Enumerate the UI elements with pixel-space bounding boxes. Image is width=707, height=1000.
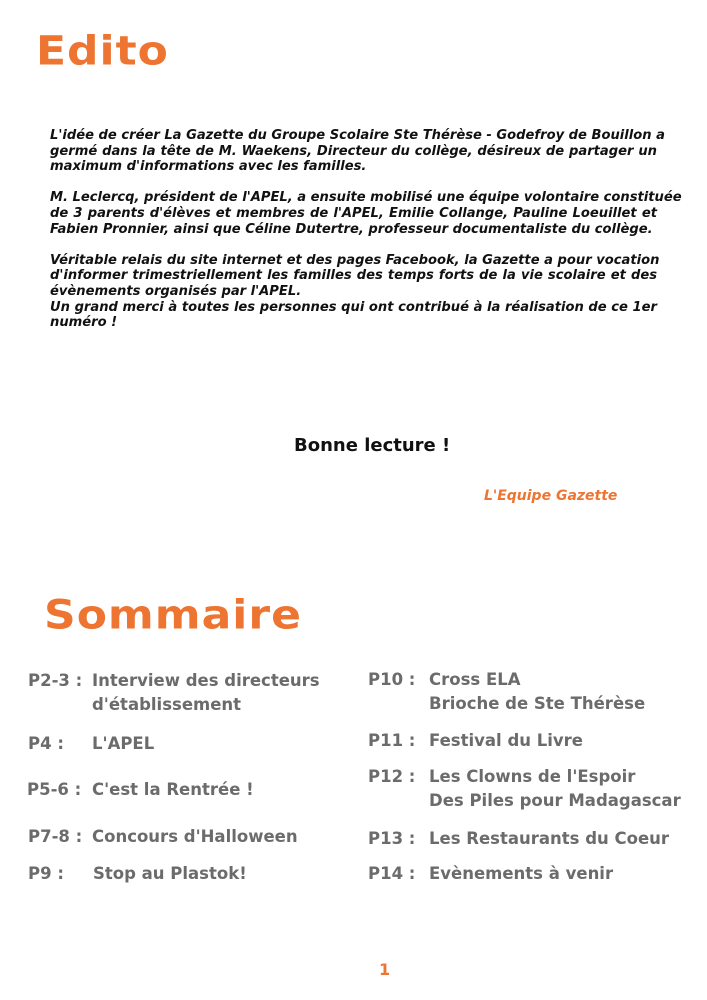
closing-text: Bonne lecture ! — [294, 435, 451, 456]
toc-page-ref: P4 : — [28, 734, 64, 753]
edito-line: germé dans la tête de M. Waekens, Directeur du collège, désireux de partager un — [50, 143, 657, 159]
toc-page-ref: P12 : — [368, 767, 416, 786]
edito-line: maximum d'informations avec les familles. — [50, 159, 367, 175]
toc-title-line: Festival du Livre — [429, 731, 584, 750]
edito-line: de 3 parents d'élèves et membres de l'APEL, Emilie Collange, Pauline Loeuillet et — [50, 205, 657, 221]
toc-title-line: C'est la Rentrée ! — [92, 780, 254, 799]
toc-page-ref: P7-8 : — [28, 827, 83, 846]
toc-page-ref: P14 : — [368, 864, 416, 883]
toc-page-ref: P2-3 : — [28, 671, 83, 690]
toc-title — [429, 827, 669, 851]
page-number: 1 — [379, 960, 391, 979]
toc-page-ref: P13 : — [368, 829, 416, 848]
edito-paragraph — [50, 128, 665, 175]
toc-title — [429, 765, 681, 813]
toc-page-ref: P10 : — [368, 670, 416, 689]
toc-title — [92, 732, 154, 756]
edito-line: Un grand merci à toutes les personnes qui ont contribué à la réalisation de ce 1er — [50, 299, 657, 315]
edito-body — [50, 128, 682, 346]
toc-page-ref: P9 : — [28, 864, 64, 883]
edito-line: L'idée de créer La Gazette du Groupe Scolaire Ste Thérèse - Godefroy de Bouillon a — [50, 128, 665, 143]
edito-paragraph — [50, 252, 660, 331]
sommaire-heading: Sommaire — [44, 591, 302, 639]
toc-title-line: Evènements à venir — [429, 864, 614, 883]
toc-title — [92, 778, 254, 802]
edito-paragraph — [50, 190, 682, 237]
toc-title-line: Interview des directeurs — [92, 671, 320, 690]
toc-title-line: Les Restaurants du Coeur — [429, 829, 670, 848]
edito-line: d'informer trimestriellement les familles des temps forts de la vie scolaire et des — [50, 268, 657, 284]
signature: L'Equipe Gazette — [484, 488, 618, 504]
toc-title-line: L'APEL — [92, 734, 155, 753]
toc-title-line: Stop au Plastok! — [93, 864, 247, 883]
edito-line: évènements organisés par l'APEL. — [50, 283, 302, 299]
toc-title — [92, 669, 320, 717]
toc-title-line: Les Clowns de l'Espoir — [429, 767, 636, 786]
edito-line: M. Leclercq, président de l'APEL, a ensuite mobilisé une équipe volontaire constituée — [50, 190, 682, 206]
toc-title-line: Concours d'Halloween — [92, 827, 298, 846]
toc-title-line: Brioche de Ste Thérèse — [429, 694, 646, 713]
toc-page-ref: P11 : — [368, 731, 416, 750]
toc-title-line: Des Piles pour Madagascar — [429, 791, 681, 810]
edito-line: Fabien Pronnier, ainsi que Céline Dutertre, professeur documentaliste du collège. — [50, 221, 653, 237]
edito-heading: Edito — [36, 27, 169, 75]
toc-page-ref: P5-6 : — [27, 780, 82, 799]
edito-line: Véritable relais du site internet et des pages Facebook, la Gazette a pour vocation — [50, 252, 660, 268]
toc-title-line: Cross ELA — [429, 670, 521, 689]
toc-title-line: d'établissement — [92, 695, 242, 714]
toc-title — [429, 729, 583, 753]
toc-title — [93, 862, 247, 886]
edito-line: numéro ! — [50, 315, 118, 331]
toc-title — [92, 825, 298, 849]
toc-title — [429, 668, 645, 716]
toc-title — [429, 862, 613, 886]
